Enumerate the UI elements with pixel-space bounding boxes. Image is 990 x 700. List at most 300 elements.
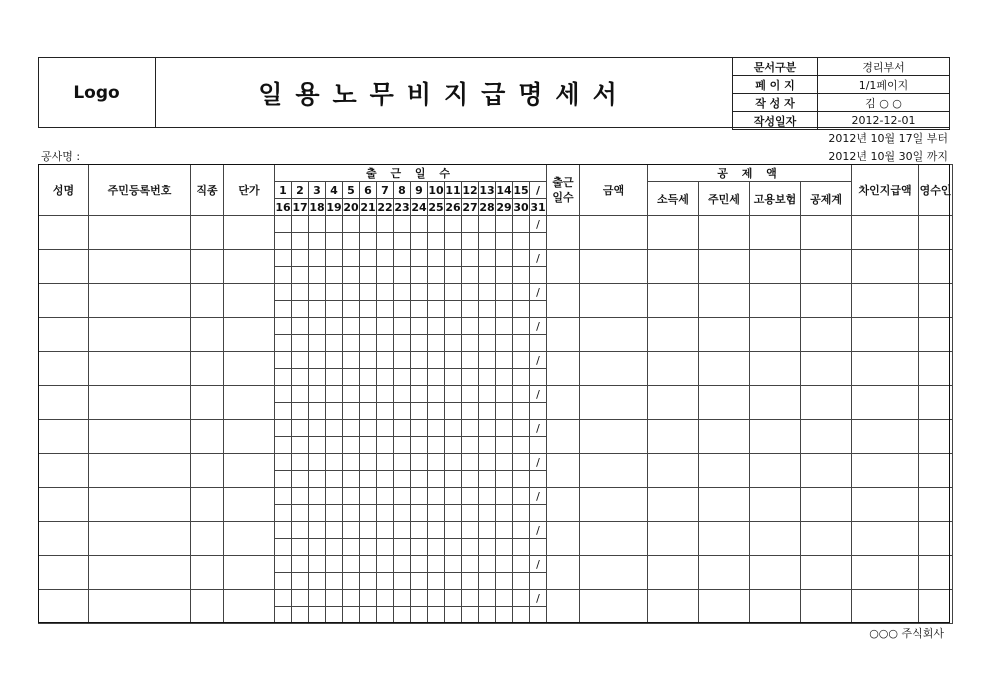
- name-cell[interactable]: [39, 454, 89, 488]
- day-cell[interactable]: [292, 369, 309, 386]
- day-cell[interactable]: [309, 437, 326, 454]
- receipt-cell[interactable]: [919, 420, 953, 454]
- day-cell[interactable]: [326, 267, 343, 284]
- day-cell[interactable]: [445, 386, 462, 403]
- day-cell[interactable]: [394, 233, 411, 250]
- day-cell[interactable]: [343, 216, 360, 233]
- day-cell[interactable]: [462, 522, 479, 539]
- day-cell[interactable]: [411, 522, 428, 539]
- day-cell[interactable]: [309, 335, 326, 352]
- day-cell[interactable]: [428, 369, 445, 386]
- day-cell[interactable]: [428, 437, 445, 454]
- amount-cell[interactable]: [580, 318, 648, 352]
- amount-cell[interactable]: [580, 488, 648, 522]
- job-type-cell[interactable]: [191, 318, 224, 352]
- day-cell[interactable]: [479, 556, 496, 573]
- resident-no-cell[interactable]: [89, 216, 191, 250]
- day-cell[interactable]: [292, 335, 309, 352]
- day-cell[interactable]: [445, 573, 462, 590]
- day-cell[interactable]: [394, 556, 411, 573]
- day-cell[interactable]: [411, 471, 428, 488]
- day-cell[interactable]: [309, 284, 326, 301]
- day-cell[interactable]: [309, 488, 326, 505]
- income-tax-cell[interactable]: [648, 488, 699, 522]
- day-cell[interactable]: [275, 250, 292, 267]
- day-cell[interactable]: [275, 505, 292, 522]
- day-cell[interactable]: [462, 301, 479, 318]
- day-cell[interactable]: [513, 573, 530, 590]
- day-cell[interactable]: /: [530, 590, 547, 607]
- day-cell[interactable]: [513, 488, 530, 505]
- day-cell[interactable]: [343, 267, 360, 284]
- day-cell[interactable]: [411, 233, 428, 250]
- day-cell[interactable]: [309, 573, 326, 590]
- day-cell[interactable]: [275, 267, 292, 284]
- day-cell[interactable]: [462, 216, 479, 233]
- day-cell[interactable]: [428, 250, 445, 267]
- day-cell[interactable]: [360, 505, 377, 522]
- day-cell[interactable]: [394, 250, 411, 267]
- day-cell[interactable]: [360, 522, 377, 539]
- day-cell[interactable]: [462, 233, 479, 250]
- day-cell[interactable]: [292, 437, 309, 454]
- day-cell[interactable]: [377, 233, 394, 250]
- day-cell[interactable]: [343, 233, 360, 250]
- day-cell[interactable]: [326, 420, 343, 437]
- day-cell[interactable]: /: [530, 386, 547, 403]
- day-cell[interactable]: [360, 352, 377, 369]
- day-cell[interactable]: [275, 335, 292, 352]
- day-cell[interactable]: [343, 403, 360, 420]
- day-cell[interactable]: [411, 216, 428, 233]
- day-cell[interactable]: [513, 352, 530, 369]
- day-cell[interactable]: [513, 386, 530, 403]
- net-pay-cell[interactable]: [852, 250, 919, 284]
- day-cell[interactable]: [411, 590, 428, 607]
- resident-tax-cell[interactable]: [699, 420, 750, 454]
- day-cell[interactable]: [428, 454, 445, 471]
- employment-insurance-cell[interactable]: [750, 556, 801, 590]
- day-cell[interactable]: [479, 369, 496, 386]
- net-pay-cell[interactable]: [852, 352, 919, 386]
- amount-cell[interactable]: [580, 590, 648, 624]
- day-cell[interactable]: [343, 437, 360, 454]
- day-cell[interactable]: [360, 607, 377, 624]
- day-cell[interactable]: [326, 539, 343, 556]
- day-cell[interactable]: [292, 556, 309, 573]
- day-cell[interactable]: [445, 437, 462, 454]
- day-cell[interactable]: [360, 216, 377, 233]
- job-type-cell[interactable]: [191, 454, 224, 488]
- day-cell[interactable]: [462, 403, 479, 420]
- day-cell[interactable]: [513, 454, 530, 471]
- receipt-cell[interactable]: [919, 284, 953, 318]
- day-cell[interactable]: [513, 216, 530, 233]
- day-cell[interactable]: [411, 352, 428, 369]
- day-cell[interactable]: [309, 556, 326, 573]
- unit-price-cell[interactable]: [224, 488, 275, 522]
- day-cell[interactable]: [530, 607, 547, 624]
- day-cell[interactable]: [530, 335, 547, 352]
- work-days-cell[interactable]: [547, 420, 580, 454]
- day-cell[interactable]: [275, 352, 292, 369]
- day-cell[interactable]: [292, 250, 309, 267]
- name-cell[interactable]: [39, 284, 89, 318]
- day-cell[interactable]: [513, 607, 530, 624]
- deduction-total-cell[interactable]: [801, 454, 852, 488]
- day-cell[interactable]: [445, 250, 462, 267]
- day-cell[interactable]: [377, 420, 394, 437]
- day-cell[interactable]: [394, 522, 411, 539]
- day-cell[interactable]: [411, 437, 428, 454]
- day-cell[interactable]: [496, 590, 513, 607]
- day-cell[interactable]: [428, 607, 445, 624]
- day-cell[interactable]: [377, 250, 394, 267]
- day-cell[interactable]: [394, 607, 411, 624]
- day-cell[interactable]: [411, 301, 428, 318]
- day-cell[interactable]: [530, 471, 547, 488]
- day-cell[interactable]: [343, 505, 360, 522]
- day-cell[interactable]: [411, 403, 428, 420]
- day-cell[interactable]: [530, 403, 547, 420]
- day-cell[interactable]: [479, 437, 496, 454]
- job-type-cell[interactable]: [191, 556, 224, 590]
- receipt-cell[interactable]: [919, 216, 953, 250]
- day-cell[interactable]: [326, 352, 343, 369]
- name-cell[interactable]: [39, 420, 89, 454]
- day-cell[interactable]: [309, 352, 326, 369]
- day-cell[interactable]: [309, 420, 326, 437]
- employment-insurance-cell[interactable]: [750, 420, 801, 454]
- day-cell[interactable]: [479, 488, 496, 505]
- name-cell[interactable]: [39, 216, 89, 250]
- day-cell[interactable]: [275, 233, 292, 250]
- day-cell[interactable]: [462, 437, 479, 454]
- day-cell[interactable]: [326, 471, 343, 488]
- day-cell[interactable]: [462, 267, 479, 284]
- day-cell[interactable]: [292, 488, 309, 505]
- day-cell[interactable]: [377, 488, 394, 505]
- day-cell[interactable]: [530, 573, 547, 590]
- day-cell[interactable]: [377, 556, 394, 573]
- day-cell[interactable]: [343, 607, 360, 624]
- day-cell[interactable]: [496, 454, 513, 471]
- day-cell[interactable]: [530, 369, 547, 386]
- day-cell[interactable]: [445, 301, 462, 318]
- day-cell[interactable]: /: [530, 318, 547, 335]
- unit-price-cell[interactable]: [224, 318, 275, 352]
- day-cell[interactable]: [445, 505, 462, 522]
- day-cell[interactable]: [275, 301, 292, 318]
- receipt-cell[interactable]: [919, 318, 953, 352]
- day-cell[interactable]: [292, 539, 309, 556]
- day-cell[interactable]: [309, 250, 326, 267]
- day-cell[interactable]: [462, 335, 479, 352]
- deduction-total-cell[interactable]: [801, 386, 852, 420]
- day-cell[interactable]: [343, 454, 360, 471]
- day-cell[interactable]: [394, 573, 411, 590]
- day-cell[interactable]: [377, 267, 394, 284]
- job-type-cell[interactable]: [191, 250, 224, 284]
- resident-tax-cell[interactable]: [699, 386, 750, 420]
- day-cell[interactable]: [394, 454, 411, 471]
- unit-price-cell[interactable]: [224, 352, 275, 386]
- day-cell[interactable]: [530, 233, 547, 250]
- day-cell[interactable]: [394, 352, 411, 369]
- day-cell[interactable]: /: [530, 216, 547, 233]
- day-cell[interactable]: [377, 284, 394, 301]
- receipt-cell[interactable]: [919, 556, 953, 590]
- resident-tax-cell[interactable]: [699, 590, 750, 624]
- job-type-cell[interactable]: [191, 216, 224, 250]
- resident-no-cell[interactable]: [89, 454, 191, 488]
- day-cell[interactable]: [394, 437, 411, 454]
- day-cell[interactable]: [530, 267, 547, 284]
- work-days-cell[interactable]: [547, 488, 580, 522]
- day-cell[interactable]: [275, 386, 292, 403]
- day-cell[interactable]: [428, 352, 445, 369]
- amount-cell[interactable]: [580, 454, 648, 488]
- day-cell[interactable]: [462, 284, 479, 301]
- day-cell[interactable]: [275, 420, 292, 437]
- receipt-cell[interactable]: [919, 250, 953, 284]
- day-cell[interactable]: [377, 607, 394, 624]
- receipt-cell[interactable]: [919, 488, 953, 522]
- day-cell[interactable]: [462, 454, 479, 471]
- day-cell[interactable]: [360, 233, 377, 250]
- day-cell[interactable]: [513, 403, 530, 420]
- day-cell[interactable]: [513, 471, 530, 488]
- resident-no-cell[interactable]: [89, 352, 191, 386]
- day-cell[interactable]: [496, 573, 513, 590]
- day-cell[interactable]: [394, 539, 411, 556]
- day-cell[interactable]: [479, 539, 496, 556]
- day-cell[interactable]: [360, 250, 377, 267]
- day-cell[interactable]: [428, 233, 445, 250]
- day-cell[interactable]: [377, 403, 394, 420]
- income-tax-cell[interactable]: [648, 318, 699, 352]
- day-cell[interactable]: [377, 590, 394, 607]
- day-cell[interactable]: [479, 216, 496, 233]
- day-cell[interactable]: [275, 454, 292, 471]
- day-cell[interactable]: [428, 301, 445, 318]
- day-cell[interactable]: [462, 556, 479, 573]
- day-cell[interactable]: [377, 539, 394, 556]
- day-cell[interactable]: [496, 539, 513, 556]
- unit-price-cell[interactable]: [224, 420, 275, 454]
- day-cell[interactable]: [309, 522, 326, 539]
- day-cell[interactable]: [496, 352, 513, 369]
- resident-no-cell[interactable]: [89, 488, 191, 522]
- day-cell[interactable]: [479, 284, 496, 301]
- unit-price-cell[interactable]: [224, 386, 275, 420]
- employment-insurance-cell[interactable]: [750, 352, 801, 386]
- resident-tax-cell[interactable]: [699, 454, 750, 488]
- day-cell[interactable]: [496, 250, 513, 267]
- day-cell[interactable]: [326, 403, 343, 420]
- income-tax-cell[interactable]: [648, 590, 699, 624]
- day-cell[interactable]: [309, 233, 326, 250]
- deduction-total-cell[interactable]: [801, 250, 852, 284]
- day-cell[interactable]: /: [530, 522, 547, 539]
- day-cell[interactable]: [360, 403, 377, 420]
- day-cell[interactable]: [292, 233, 309, 250]
- day-cell[interactable]: [343, 590, 360, 607]
- deduction-total-cell[interactable]: [801, 590, 852, 624]
- job-type-cell[interactable]: [191, 590, 224, 624]
- day-cell[interactable]: [343, 539, 360, 556]
- day-cell[interactable]: [530, 539, 547, 556]
- day-cell[interactable]: [513, 250, 530, 267]
- deduction-total-cell[interactable]: [801, 352, 852, 386]
- day-cell[interactable]: [496, 471, 513, 488]
- work-days-cell[interactable]: [547, 556, 580, 590]
- day-cell[interactable]: [343, 335, 360, 352]
- day-cell[interactable]: [462, 250, 479, 267]
- resident-no-cell[interactable]: [89, 556, 191, 590]
- day-cell[interactable]: [343, 352, 360, 369]
- amount-cell[interactable]: [580, 522, 648, 556]
- day-cell[interactable]: [292, 607, 309, 624]
- day-cell[interactable]: [445, 607, 462, 624]
- day-cell[interactable]: [394, 505, 411, 522]
- day-cell[interactable]: [292, 284, 309, 301]
- day-cell[interactable]: [343, 386, 360, 403]
- name-cell[interactable]: [39, 488, 89, 522]
- day-cell[interactable]: [496, 420, 513, 437]
- day-cell[interactable]: [309, 267, 326, 284]
- receipt-cell[interactable]: [919, 522, 953, 556]
- day-cell[interactable]: [326, 216, 343, 233]
- day-cell[interactable]: [496, 522, 513, 539]
- job-type-cell[interactable]: [191, 522, 224, 556]
- job-type-cell[interactable]: [191, 420, 224, 454]
- day-cell[interactable]: [326, 505, 343, 522]
- day-cell[interactable]: [428, 420, 445, 437]
- deduction-total-cell[interactable]: [801, 522, 852, 556]
- unit-price-cell[interactable]: [224, 216, 275, 250]
- day-cell[interactable]: [462, 607, 479, 624]
- day-cell[interactable]: [428, 267, 445, 284]
- income-tax-cell[interactable]: [648, 420, 699, 454]
- day-cell[interactable]: [496, 505, 513, 522]
- day-cell[interactable]: [496, 318, 513, 335]
- day-cell[interactable]: [309, 539, 326, 556]
- day-cell[interactable]: [428, 335, 445, 352]
- day-cell[interactable]: [479, 573, 496, 590]
- name-cell[interactable]: [39, 352, 89, 386]
- day-cell[interactable]: [496, 556, 513, 573]
- day-cell[interactable]: [360, 471, 377, 488]
- day-cell[interactable]: [394, 301, 411, 318]
- day-cell[interactable]: [360, 318, 377, 335]
- day-cell[interactable]: [496, 437, 513, 454]
- day-cell[interactable]: /: [530, 454, 547, 471]
- day-cell[interactable]: [530, 437, 547, 454]
- day-cell[interactable]: [394, 403, 411, 420]
- resident-no-cell[interactable]: [89, 590, 191, 624]
- day-cell[interactable]: [496, 386, 513, 403]
- net-pay-cell[interactable]: [852, 488, 919, 522]
- day-cell[interactable]: [326, 607, 343, 624]
- day-cell[interactable]: [479, 318, 496, 335]
- day-cell[interactable]: [462, 420, 479, 437]
- income-tax-cell[interactable]: [648, 454, 699, 488]
- day-cell[interactable]: [343, 522, 360, 539]
- resident-no-cell[interactable]: [89, 250, 191, 284]
- day-cell[interactable]: [411, 335, 428, 352]
- day-cell[interactable]: [411, 386, 428, 403]
- day-cell[interactable]: [530, 301, 547, 318]
- day-cell[interactable]: [462, 318, 479, 335]
- day-cell[interactable]: [394, 420, 411, 437]
- day-cell[interactable]: [309, 454, 326, 471]
- day-cell[interactable]: [445, 335, 462, 352]
- day-cell[interactable]: [377, 386, 394, 403]
- day-cell[interactable]: [326, 590, 343, 607]
- day-cell[interactable]: [377, 471, 394, 488]
- amount-cell[interactable]: [580, 420, 648, 454]
- amount-cell[interactable]: [580, 250, 648, 284]
- day-cell[interactable]: [513, 369, 530, 386]
- resident-tax-cell[interactable]: [699, 488, 750, 522]
- day-cell[interactable]: [309, 590, 326, 607]
- day-cell[interactable]: [496, 233, 513, 250]
- day-cell[interactable]: [513, 233, 530, 250]
- day-cell[interactable]: [343, 369, 360, 386]
- day-cell[interactable]: [445, 471, 462, 488]
- day-cell[interactable]: [513, 335, 530, 352]
- resident-no-cell[interactable]: [89, 386, 191, 420]
- day-cell[interactable]: [513, 505, 530, 522]
- unit-price-cell[interactable]: [224, 284, 275, 318]
- day-cell[interactable]: [445, 233, 462, 250]
- resident-tax-cell[interactable]: [699, 284, 750, 318]
- name-cell[interactable]: [39, 318, 89, 352]
- day-cell[interactable]: [309, 216, 326, 233]
- day-cell[interactable]: [411, 318, 428, 335]
- name-cell[interactable]: [39, 556, 89, 590]
- unit-price-cell[interactable]: [224, 590, 275, 624]
- day-cell[interactable]: [445, 522, 462, 539]
- net-pay-cell[interactable]: [852, 454, 919, 488]
- day-cell[interactable]: [360, 437, 377, 454]
- day-cell[interactable]: [428, 488, 445, 505]
- name-cell[interactable]: [39, 590, 89, 624]
- unit-price-cell[interactable]: [224, 556, 275, 590]
- net-pay-cell[interactable]: [852, 318, 919, 352]
- employment-insurance-cell[interactable]: [750, 488, 801, 522]
- resident-no-cell[interactable]: [89, 284, 191, 318]
- day-cell[interactable]: [462, 539, 479, 556]
- day-cell[interactable]: [445, 403, 462, 420]
- name-cell[interactable]: [39, 386, 89, 420]
- day-cell[interactable]: [326, 369, 343, 386]
- day-cell[interactable]: [275, 318, 292, 335]
- resident-no-cell[interactable]: [89, 420, 191, 454]
- net-pay-cell[interactable]: [852, 522, 919, 556]
- day-cell[interactable]: [445, 454, 462, 471]
- day-cell[interactable]: [360, 386, 377, 403]
- day-cell[interactable]: [411, 556, 428, 573]
- day-cell[interactable]: [445, 420, 462, 437]
- day-cell[interactable]: [292, 403, 309, 420]
- day-cell[interactable]: [445, 318, 462, 335]
- day-cell[interactable]: [275, 573, 292, 590]
- day-cell[interactable]: [360, 284, 377, 301]
- day-cell[interactable]: [326, 488, 343, 505]
- day-cell[interactable]: [326, 233, 343, 250]
